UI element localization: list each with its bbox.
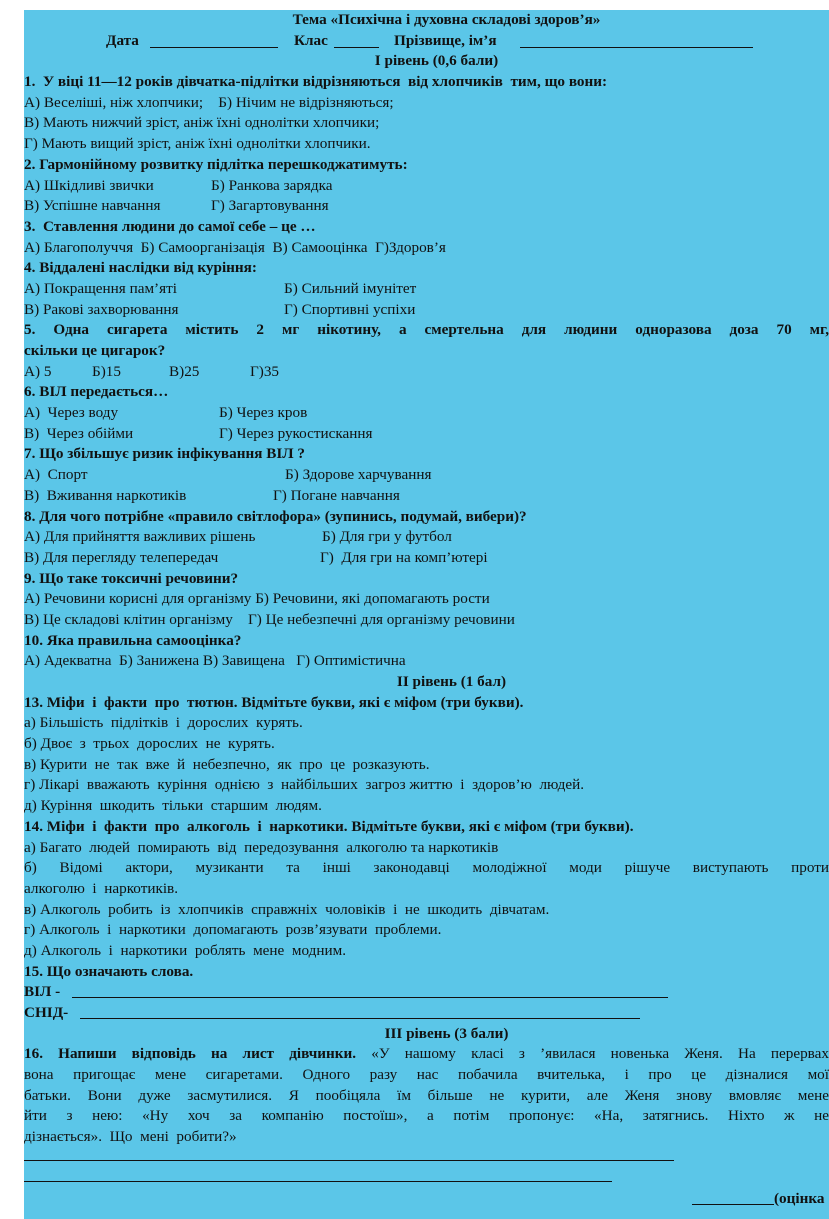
question-14: 14. Міфи і факти про алкоголь і наркотики. Відмітьте букви, які є міфом (три букви).: [24, 817, 634, 835]
answer-line: А) Адекватна Б) Занижена В) Завищена Г) Оптимістична: [24, 652, 406, 670]
option-b: Б) Сильний імунітет: [284, 279, 417, 297]
answer-line: Г) Мають вищий зріст, аніж їхні однолітки хлопчики.: [24, 135, 371, 153]
letter-text: «У нашому класі з ’явилася новенька Женя. На перервах: [371, 1045, 829, 1063]
answer-row: [24, 300, 829, 321]
grade-label: (оцінка: [774, 1190, 825, 1208]
surname-field[interactable]: [520, 33, 753, 48]
grade-field[interactable]: [692, 1204, 774, 1205]
option-c: В)25: [169, 362, 200, 380]
answer-line-row: [24, 1169, 829, 1190]
option-a: А) 5: [24, 362, 52, 380]
option-d: Г) Для гри на комп’ютері: [320, 548, 488, 566]
answer-line-2[interactable]: [24, 1181, 612, 1182]
answer-row: [24, 486, 829, 507]
option-b: Б) Здорове харчування: [285, 466, 432, 484]
question-2: 2. Гармонійному розвитку підлітка перешкоджатимуть:: [24, 155, 408, 173]
option-d: Г)35: [250, 362, 280, 380]
question-10: 10. Яка правильна самооцінка?: [24, 631, 242, 649]
letter-line: батьки. Вони дуже засмутилися. Я пообіцяла їм більше не курити, але Женя знову вмовляє мене: [24, 1086, 829, 1104]
myth-item: г) Лікарі вважають куріння однією з найбільших загроз життю і здоров’ю людей.: [24, 776, 585, 794]
option-d: Г) Погане навчання: [273, 486, 400, 504]
option-c: В) Через обійми: [24, 424, 134, 442]
level2-heading: ІІ рівень (1 бал): [396, 673, 507, 690]
answer-line: В) Це складові клітин організму Г) Це небезпечні для організму речовини: [24, 610, 515, 628]
hiv-label: ВІЛ -: [24, 983, 61, 1001]
date-field[interactable]: [150, 33, 278, 48]
answer-line: В) Мають нижчий зріст, аніж їхні однолітки хлопчики;: [24, 114, 380, 132]
worksheet: [24, 10, 829, 1219]
class-label: Клас: [294, 31, 328, 49]
myth-item: д) Куріння шкодить тільки старшим людям.: [24, 797, 322, 815]
question-8: 8. Для чого потрібне «правило світлофора» (зупинись, подумай, вибери)?: [24, 507, 527, 525]
answer-row: [24, 403, 829, 424]
answer-line: А) Благополуччя Б) Самоорганізація В) Самооцінка Г)Здоров’я: [24, 238, 446, 256]
option-b: Б) Для гри у футбол: [322, 528, 452, 546]
myth-item: б) Двоє з трьох дорослих не курять.: [24, 735, 275, 753]
answer-row: [24, 465, 829, 486]
myth-item: в) Алкоголь робить із хлопчиків справжніх чоловіків і не шкодить дівчатам.: [24, 900, 550, 918]
question-9: 9. Що таке токсичні речовини?: [24, 569, 239, 587]
grade-row: [24, 1189, 829, 1210]
header-fields: [24, 31, 829, 52]
question-15: 15. Що означають слова.: [24, 962, 194, 980]
myth-item: д) Алкоголь і наркотики роблять мене модним.: [24, 941, 347, 959]
worksheet-title: Тема «Психічна і духовна складові здоров’я»: [292, 11, 601, 28]
aids-row: [24, 1003, 829, 1024]
myth-item: а) Багато людей помирають від передозування алкоголю та наркотиків: [24, 838, 499, 856]
answer-row: [24, 176, 829, 197]
answer-row: [24, 527, 829, 548]
option-a: А) Покращення пам’яті: [24, 279, 177, 297]
option-a: А) Спорт: [24, 466, 88, 484]
question-16: 16. Напиши відповідь на лист дівчинки.: [24, 1045, 357, 1063]
letter-line: вона пригощає мене сигаретами. Одного разу нас побачила вчителька, і про це дізналися мої: [24, 1066, 829, 1084]
date-label: Дата: [106, 31, 139, 49]
option-c: В) Ракові захворювання: [24, 300, 179, 318]
letter-line: йти з нею: «Ну хоч за компанію постоїш», а потім пропонує: «На, затягнись. Ніхто ж не: [24, 1107, 829, 1125]
myth-item: а) Більшість підлітків і дорослих курять.: [24, 714, 303, 732]
hiv-row: [24, 982, 829, 1003]
letter-line: [24, 1044, 829, 1065]
question-5-cont: скільки це цигарок?: [24, 342, 166, 359]
myth-item: б) Відомі актори, музиканти та інші законодавці молодіжної моди рішуче виступають проти: [24, 859, 829, 877]
answer-row: [24, 424, 829, 445]
aids-label: СНІД-: [24, 1004, 69, 1021]
answer-row: [24, 362, 829, 383]
option-a: А) Для прийняття важливих рішень: [24, 528, 256, 546]
option-b: Б) Через кров: [219, 404, 308, 422]
option-b: Б)15: [92, 362, 121, 380]
question-7: 7. Що збільшує ризик інфікування ВІЛ ?: [24, 445, 305, 463]
answer-row: [24, 548, 829, 569]
option-a: А) Через воду: [24, 404, 119, 422]
answer-line-row: [24, 1148, 829, 1169]
option-b: Б) Ранкова зарядка: [211, 176, 333, 194]
answer-row: [24, 279, 829, 300]
myth-item-cont: алкоголю і наркотиків.: [24, 879, 179, 897]
option-a: А) Шкідливі звички: [24, 176, 154, 194]
option-c: В) Вживання наркотиків: [24, 486, 187, 504]
option-d: Г) Через рукостискання: [219, 424, 373, 442]
question-13: 13. Міфи і факти про тютюн. Відмітьте букви, які є міфом (три букви).: [24, 693, 524, 711]
question-5: 5. Одна сигарета містить 2 мг нікотину, а смертельна для людини одноразова доза 70 мг,: [24, 321, 829, 339]
answer-line: А) Веселіші, ніж хлопчики; Б) Нічим не відрізняються;: [24, 93, 394, 111]
level3-heading: ІІІ рівень (3 бали): [384, 1024, 509, 1042]
option-c: В) Успішне навчання: [24, 197, 161, 215]
letter-line: дізнається». Що мені робити?»: [24, 1128, 237, 1146]
surname-label: Прізвище, ім’я: [394, 31, 497, 49]
option-d: Г) Загартовування: [211, 197, 329, 215]
myth-item: г) Алкоголь і наркотики допомагають розв’язувати проблеми.: [24, 921, 442, 939]
answer-line: А) Речовини корисні для організму Б) Речовини, які допомагають рости: [24, 590, 490, 608]
question-3: 3. Ставлення людини до самої себе – це …: [24, 217, 316, 235]
question-4: 4. Віддалені наслідки від куріння:: [24, 259, 257, 277]
answer-row: [24, 196, 829, 217]
level1-heading: І рівень (0,6 бали): [374, 52, 499, 70]
hiv-answer-line[interactable]: [72, 997, 668, 998]
question-1: 1. У віці 11—12 років дівчатка-підлітки відрізняються від хлопчиків тим, що вони:: [24, 73, 608, 91]
option-c: В) Для перегляду телепередач: [24, 548, 219, 566]
option-d: Г) Спортивні успіхи: [284, 300, 416, 318]
class-field[interactable]: [334, 33, 379, 48]
question-6: 6. ВІЛ передається…: [24, 383, 169, 401]
answer-line-1[interactable]: [24, 1160, 674, 1161]
aids-answer-line[interactable]: [80, 1018, 640, 1019]
myth-item: в) Курити не так вже й небезпечно, як про це розказують.: [24, 755, 430, 773]
